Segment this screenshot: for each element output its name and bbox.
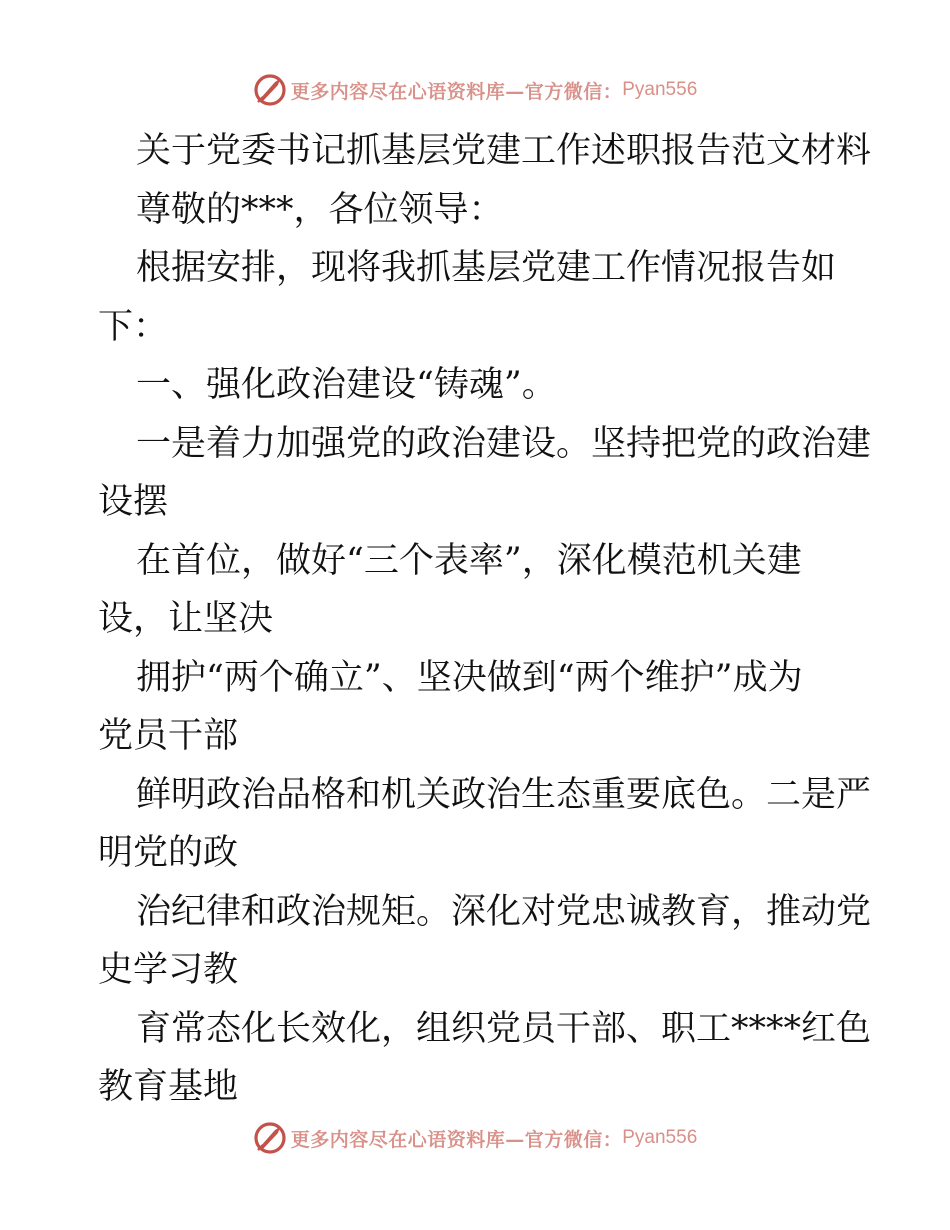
text-line: 鲜明政治品格和机关政治生态重要底色。二是严 <box>136 774 872 815</box>
quill-logo-icon <box>253 1121 287 1155</box>
text-line: 设摆 <box>98 482 169 522</box>
document-title: 关于党委书记抓基层党建工作述职报告范文材料 <box>136 131 872 171</box>
text-line: 一、强化政治建设“铸魂”。 <box>136 365 557 405</box>
document-body <box>98 122 872 1117</box>
watermark-text: 更多内容尽在心语资料库—官方微信： <box>290 1128 623 1151</box>
text-line: 拥护“两个确立”、坚决做到“两个维护”成为 <box>136 657 803 698</box>
text-line: 史学习教 <box>98 950 239 990</box>
text-line: 下： <box>98 306 169 347</box>
watermark-account: Pyan556 <box>622 79 698 100</box>
text-line: 教育基地 <box>98 1067 239 1107</box>
text-line: 党员干部 <box>98 716 239 756</box>
top-watermark-banner <box>0 70 950 110</box>
text-line: 在首位，做好“三个表率”，深化模范机关建 <box>136 540 802 581</box>
text-line: 明党的政 <box>98 833 239 873</box>
bottom-watermark-banner <box>0 1118 950 1158</box>
text-line: 育常态化长效化，组织党员干部、职工****红色 <box>136 1008 872 1049</box>
text-line: 一是着力加强党的政治建设。坚持把党的政治建 <box>136 423 872 464</box>
text-line: 根据安排，现将我抓基层党建工作情况报告如 <box>136 248 837 288</box>
watermark-account: Pyan556 <box>622 1127 698 1148</box>
watermark-text: 更多内容尽在心语资料库—官方微信： <box>290 80 623 103</box>
quill-logo-icon <box>253 73 287 107</box>
text-line: 治纪律和政治规矩。深化对党忠诚教育，推动党 <box>136 891 872 932</box>
document-lines <box>98 239 872 1117</box>
text-line: 设，让坚决 <box>98 599 274 639</box>
salutation: 尊敬的***，各位领导： <box>136 189 504 230</box>
